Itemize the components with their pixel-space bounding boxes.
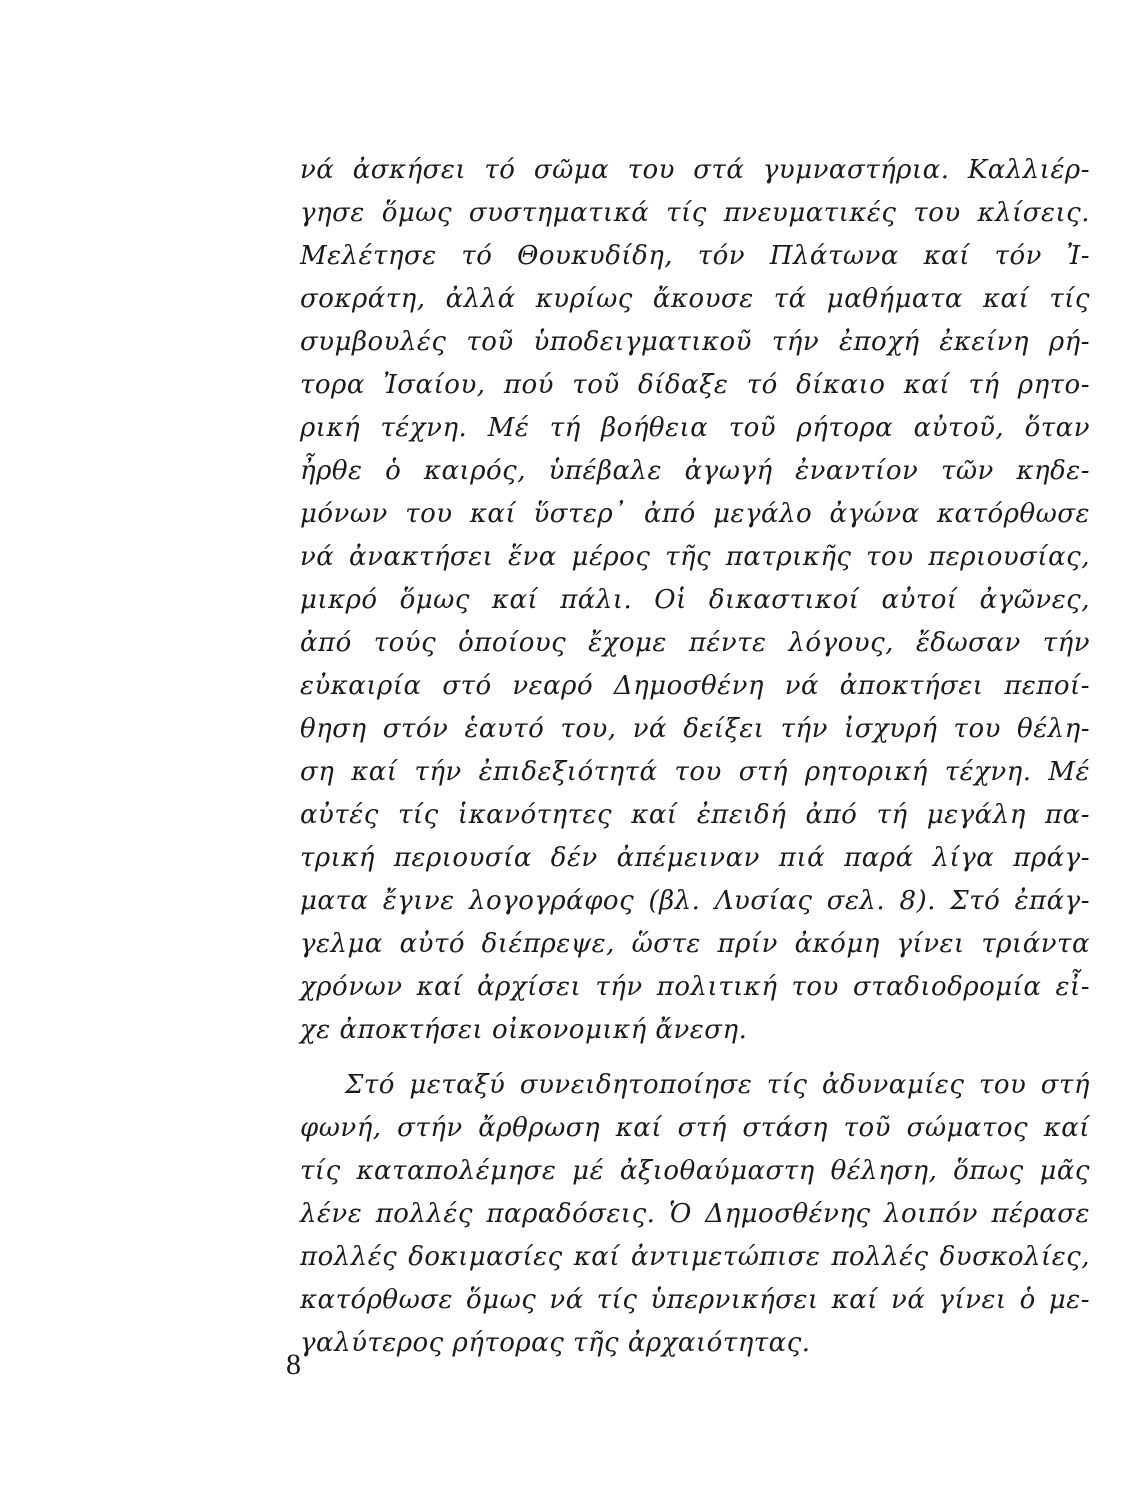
text-line: ματα ἔγινε λογογράφος (βλ. Λυσίας σελ. 8). Στό ἐπάγ- (300, 886, 1090, 916)
text-line: σοκράτη, ἀλλά κυρίως ἄκουσε τά μαθήματα καί τίς (300, 284, 1090, 314)
text-line: εὐκαιρία στό νεαρό Δημοσθένη νά ἀποκτήσει πεποί- (300, 671, 1090, 701)
text-line: γαλύτερος ρήτορας τῆς ἀρχαιότητας. (300, 1328, 811, 1358)
text-line: ἦρθε ὁ καιρός, ὑπέβαλε ἀγωγή ἐναντίον τῶν κηδε- (300, 456, 1090, 486)
text-line: μόνων του καί ὕστερ᾽ ἀπό μεγάλο ἀγώνα κατόρθωσε (300, 499, 1090, 529)
page-number: 8 (286, 1348, 301, 1381)
text-line: χε ἀποκτήσει οἰκονομική ἄνεση. (300, 1015, 748, 1045)
text-line: ρική τέχνη. Μέ τή βοήθεια τοῦ ρήτορα αὐτοῦ, ὅταν (300, 413, 1090, 443)
text-line: νά ἀσκήσει τό σῶμα του στά γυμναστήρια. Καλλιέρ- (300, 155, 1090, 185)
text-line: μικρό ὅμως καί πάλι. Οἱ δικαστικοί αὐτοί ἀγῶνες, (300, 585, 1090, 615)
text-line: ἀπό τούς ὁποίους ἔχομε πέντε λόγους, ἔδωσαν τήν (300, 628, 1090, 658)
text-line: τρική περιουσία δέν ἀπέμειναν πιά παρά λίγα πράγ- (300, 843, 1090, 873)
text-line: γελμα αὐτό διέπρεψε, ὥστε πρίν ἀκόμη γίνει τριάντα (300, 929, 1090, 959)
text-line: φωνή, στήν ἄρθρωση καί στή στάση τοῦ σώματος καί (300, 1113, 1090, 1143)
paragraph-first-line: Στό μεταξύ συνειδητοποίησε τίς ἀδυναμίες του στή (345, 1070, 1090, 1100)
text-line: θηση στόν ἑαυτό του, νά δείξει τήν ἰσχυρή του θέλη- (300, 714, 1090, 744)
text-line: πολλές δοκιμασίες καί ἀντιμετώπισε πολλές δυσκολίες, (300, 1242, 1090, 1272)
text-line: αὐτές τίς ἱκανότητες καί ἐπειδή ἀπό τή μεγάλη πα- (300, 800, 1090, 830)
text-line: κατόρθωσε ὅμως νά τίς ὑπερνικήσει καί νά γίνει ὁ με- (300, 1285, 1090, 1315)
text-line: τίς καταπολέμησε μέ ἀξιοθαύμαστη θέληση, ὅπως μᾶς (300, 1156, 1090, 1186)
text-line: χρόνων καί ἀρχίσει τήν πολιτική του σταδιοδρομία εἶ- (300, 972, 1090, 1002)
text-line: συμβουλές τοῦ ὑποδειγματικοῦ τήν ἐποχή ἐκείνη ρή- (300, 327, 1090, 357)
text-line: Μελέτησε τό Θουκυδίδη, τόν Πλάτωνα καί τόν Ἰ- (300, 241, 1090, 271)
text-line: τορα Ἰσαίου, πού τοῦ δίδαξε τό δίκαιο καί τή ρητο- (300, 370, 1090, 400)
text-line: νά ἀνακτήσει ἕνα μέρος τῆς πατρικῆς του περιουσίας, (300, 542, 1090, 572)
text-line: γησε ὅμως συστηματικά τίς πνευματικές του κλίσεις. (300, 198, 1090, 228)
text-line: λένε πολλές παραδόσεις. Ὁ Δημοσθένης λοιπόν πέρασε (300, 1199, 1090, 1229)
text-line: ση καί τήν ἐπιδεξιότητά του στή ρητορική τέχνη. Μέ (300, 757, 1090, 787)
